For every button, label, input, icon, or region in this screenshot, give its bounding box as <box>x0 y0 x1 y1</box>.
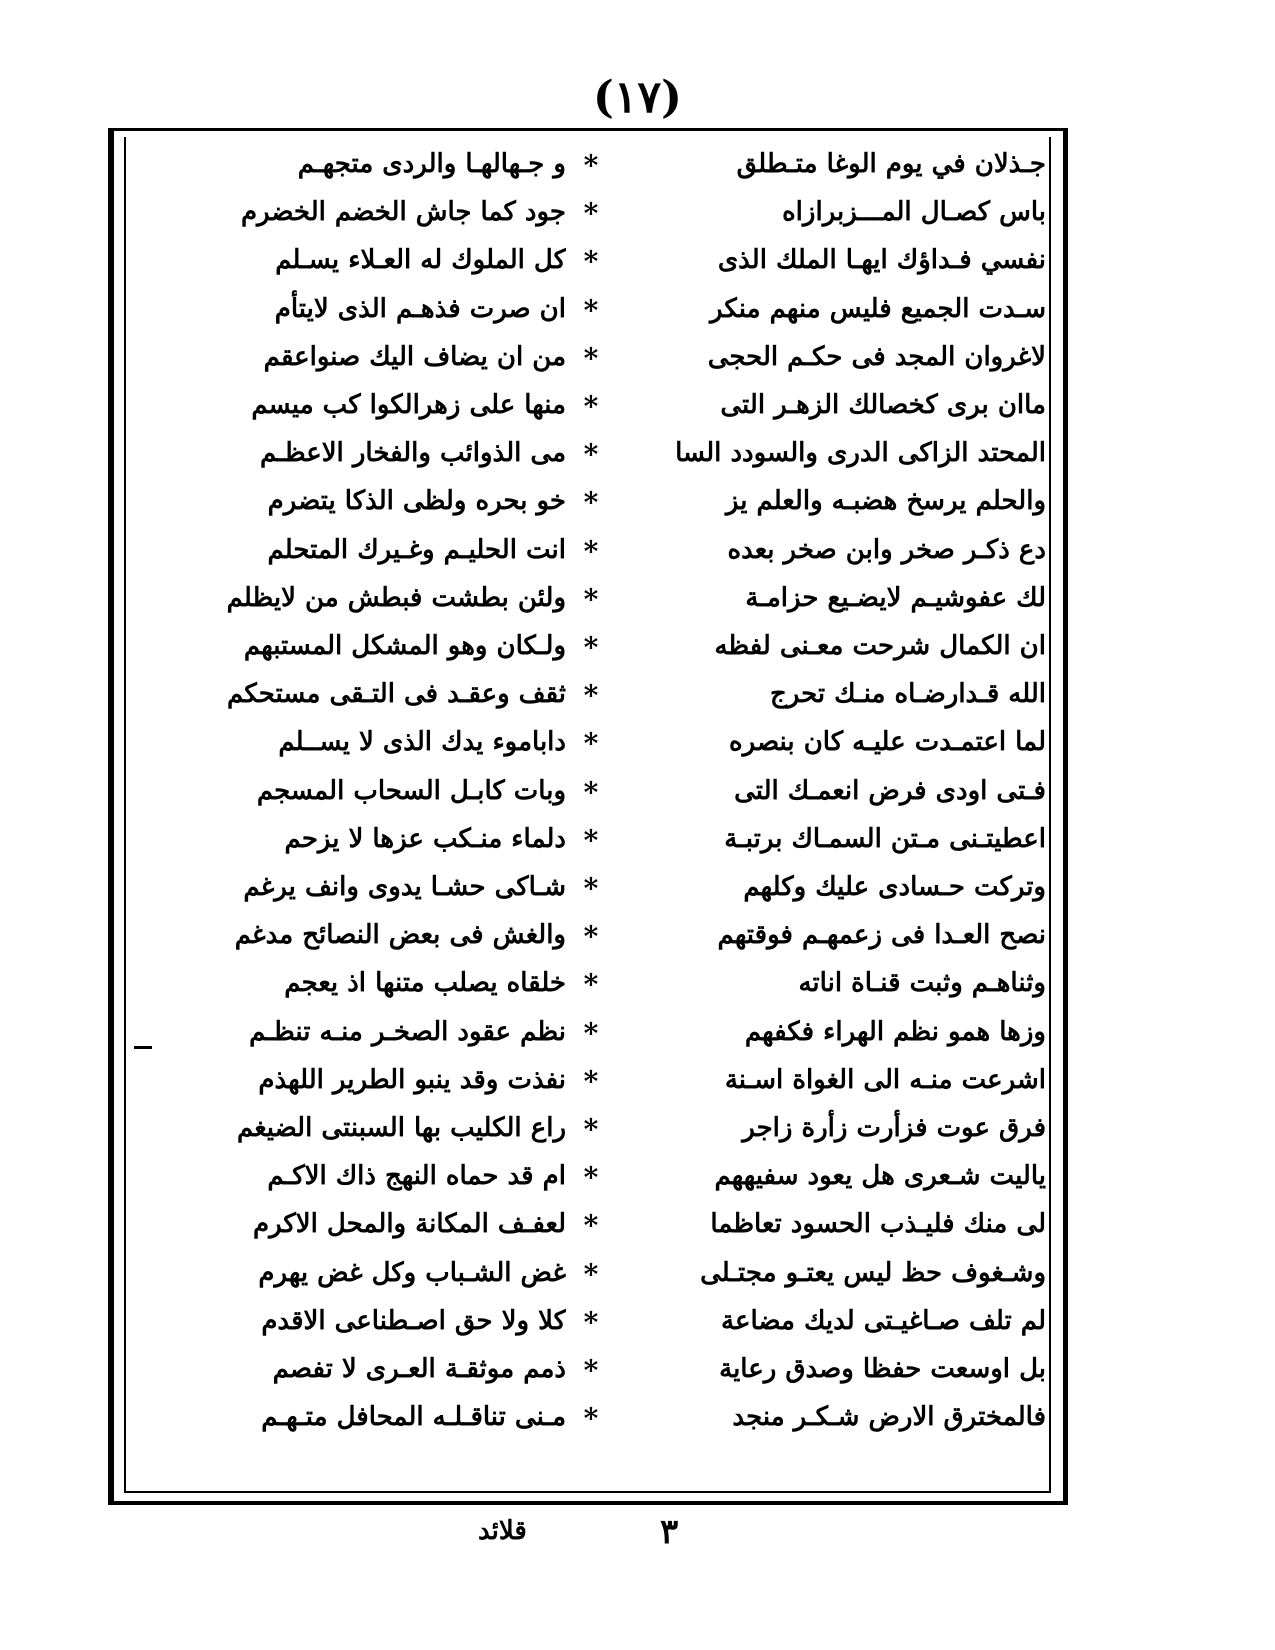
verse-separator-star: * <box>583 1113 599 1146</box>
second-hemistich: خلقاه يصلب متنها اذ يعجم <box>284 968 566 999</box>
verse-separator-star: * <box>583 293 599 327</box>
verse-line <box>126 1056 1046 1104</box>
verse-line <box>126 285 1046 333</box>
second-hemistich: مـنى تناقـلـه المحافل متـهـم <box>261 1402 566 1433</box>
verse-separator-star: * <box>583 1305 599 1339</box>
second-hemistich: ثقف وعقـد فى التـقى مستحكم <box>227 679 566 710</box>
signature-number: ٣ <box>660 1512 679 1552</box>
verse-separator-star: * <box>583 245 599 279</box>
first-hemistich: وشـغوف حظ ليس يعتـو مجتـلى <box>700 1257 1046 1288</box>
second-hemistich: وبات كابـل السحاب المسجم <box>256 775 566 806</box>
second-hemistich: كل الملوك له العـلاء يسـلم <box>275 245 566 276</box>
second-hemistich: من ان يضاف اليك صنواعقم <box>263 341 566 372</box>
verse-line <box>126 1008 1046 1056</box>
page-number: (١٧) <box>593 72 682 123</box>
second-hemistich: لعفـف المكانة والمحل الاكرم <box>252 1209 566 1240</box>
verse-separator-star: * <box>583 390 599 423</box>
second-hemistich: شـاكى حشـا يدوى وانف يرغم <box>243 872 566 902</box>
first-hemistich: وثناهـم وثبت قنـاة اناته <box>798 968 1046 999</box>
first-hemistich: دع ذكـر صخر وابن صخر بعده <box>727 534 1046 565</box>
second-hemistich: و جـهالهـا والردى متجهـم <box>297 149 566 179</box>
verse-line <box>126 429 1046 477</box>
second-hemistich: ان صرت فذهـم الذى لايتأم <box>274 293 566 324</box>
second-hemistich: منها على زهرالكوا كب ميسم <box>251 390 566 420</box>
verse-line <box>126 959 1046 1007</box>
first-hemistich: لى منك فليـذب الحسود تعاظما <box>710 1209 1046 1240</box>
second-hemistich: خو بحره ولظى الذكا يتضرم <box>267 486 566 517</box>
verse-separator-star: * <box>583 775 599 809</box>
first-hemistich: اشرعت منـه الى الغواة اسـنة <box>724 1064 1046 1095</box>
signature-word: قلائد <box>478 1516 527 1546</box>
first-hemistich: الله قـدارضـاه منـك تحرج <box>769 679 1046 710</box>
verse-line <box>126 1297 1046 1345</box>
verse-line <box>126 767 1046 815</box>
second-hemistich: كلا ولا حق اصـطناعى الاقدم <box>261 1305 566 1336</box>
verse-line <box>126 140 1046 188</box>
verse-separator-star: * <box>583 1016 599 1050</box>
verse-separator-star: * <box>583 1064 599 1098</box>
first-hemistich: اعطيتـنى مـتن السمـاك برتبـة <box>724 823 1046 854</box>
first-hemistich: جـذلان في يوم الوغا متـطلق <box>736 149 1046 179</box>
second-hemistich: غض الشـباب وكل غض يهرم <box>258 1257 566 1288</box>
verse-line <box>126 526 1046 574</box>
verse-line <box>126 381 1046 429</box>
second-hemistich: انت الحليـم وغـيرك المتحلم <box>267 534 566 565</box>
verse-line <box>126 574 1046 622</box>
verse-line <box>126 236 1046 284</box>
first-hemistich: فرق عوت فزأرت زأرة زاجر <box>742 1113 1046 1143</box>
verse-separator-star: * <box>583 1257 599 1291</box>
first-hemistich: باس كصـال المـــزبرازاه <box>782 197 1046 228</box>
second-hemistich: والغش فى بعض النصائح مدغم <box>234 920 566 951</box>
verse-separator-star: * <box>583 1354 599 1387</box>
verse-line <box>126 1345 1046 1393</box>
first-hemistich: وتركت حـسادى عليك وكلهم <box>743 872 1046 902</box>
verse-line <box>126 863 1046 911</box>
first-hemistich: وزها همو نظم الهراء فكفهم <box>744 1016 1046 1047</box>
verse-line <box>126 911 1046 959</box>
first-hemistich: لك عفوشيـم لايضـيع حزامـة <box>745 582 1046 613</box>
first-hemistich: فـتى اودى فرض انعمـك التى <box>734 775 1046 806</box>
first-hemistich: لما اعتمـدت عليـه كان بنصره <box>729 727 1046 758</box>
second-hemistich: ام قد حماه النهج ذاك الاكـم <box>267 1161 566 1192</box>
first-hemistich: بل اوسعت حفظا وصدق رعاية <box>719 1354 1046 1384</box>
first-hemistich: ان الكمال شرحت معـنى لفظه <box>714 631 1046 661</box>
verse-line <box>126 1249 1046 1297</box>
first-hemistich: ياليت شـعرى هل يعود سفيههم <box>714 1161 1046 1192</box>
verse-line <box>126 1200 1046 1248</box>
verse-separator-star: * <box>583 1402 599 1436</box>
second-hemistich: نفذت وقد ينبو الطرير اللهذم <box>258 1064 566 1095</box>
verse-line <box>126 670 1046 718</box>
second-hemistich: جود كما جاش الخضم الخضرم <box>240 197 566 228</box>
verse-line <box>126 1152 1046 1200</box>
verse-separator-star: * <box>583 1161 599 1195</box>
verse-separator-star: * <box>583 197 599 231</box>
verse-separator-star: * <box>583 149 599 182</box>
second-hemistich: داباموء يدك الذى لا يســلم <box>278 727 566 758</box>
verse-separator-star: * <box>583 872 599 905</box>
verse-separator-star: * <box>583 438 599 472</box>
second-hemistich: مى الذوائب والفخار الاعظـم <box>259 438 566 469</box>
verse-line <box>126 477 1046 525</box>
verse-separator-star: * <box>583 823 599 857</box>
first-hemistich: ماان برى كخصالك الزهـر التى <box>720 390 1046 420</box>
first-hemistich: لاغروان المجد فى حكـم الحجى <box>707 341 1046 372</box>
verse-separator-star: * <box>583 631 599 664</box>
second-hemistich: دلماء منـكب عزها لا يزحم <box>284 823 566 854</box>
verse-line <box>126 1104 1046 1152</box>
verse-separator-star: * <box>583 534 599 568</box>
verse-separator-star: * <box>583 679 599 713</box>
first-hemistich: لم تلف صـاغيـتى لديك مضاعة <box>721 1305 1046 1336</box>
verse-separator-star: * <box>583 341 599 375</box>
second-hemistich: نظم عقود الصخـر منـه تنظـم <box>249 1016 566 1047</box>
first-hemistich: فالمخترق الارض شـكـر منجد <box>732 1402 1046 1433</box>
signature-line <box>0 1510 1275 1560</box>
verse-separator-star: * <box>583 727 599 761</box>
verse-separator-star: * <box>583 486 599 520</box>
verse-separator-star: * <box>583 968 599 1002</box>
verse-line <box>126 188 1046 236</box>
first-hemistich: المحتد الزاكى الدرى والسودد السا <box>675 438 1046 469</box>
first-hemistich: نفسي فـداؤك ايهـا الملك الذى <box>717 245 1046 276</box>
verse-line <box>126 622 1046 670</box>
verse-separator-star: * <box>583 920 599 954</box>
verse-line <box>126 333 1046 381</box>
verse-line <box>126 815 1046 863</box>
verse-separator-star: * <box>583 582 599 616</box>
first-hemistich: سـدت الجميع فليس منهم منكر <box>710 293 1046 324</box>
verse-separator-star: * <box>583 1209 599 1243</box>
second-hemistich: راع الكليب بها السبنتى الضيغم <box>236 1113 566 1143</box>
second-hemistich: ولـكان وهو المشكل المستبهم <box>243 631 566 661</box>
second-hemistich: ذمم موثقـة العـرى لا تفصم <box>272 1354 566 1384</box>
second-hemistich: ولئن بطشت فبطش من لايظلم <box>226 582 566 613</box>
first-hemistich: نصح العـدا فى زعمهـم فوقتهم <box>717 920 1046 951</box>
verse-line <box>126 718 1046 766</box>
first-hemistich: والحلم يرسخ هضبـه والعلم يز <box>725 486 1046 517</box>
verse-line <box>126 1393 1046 1441</box>
